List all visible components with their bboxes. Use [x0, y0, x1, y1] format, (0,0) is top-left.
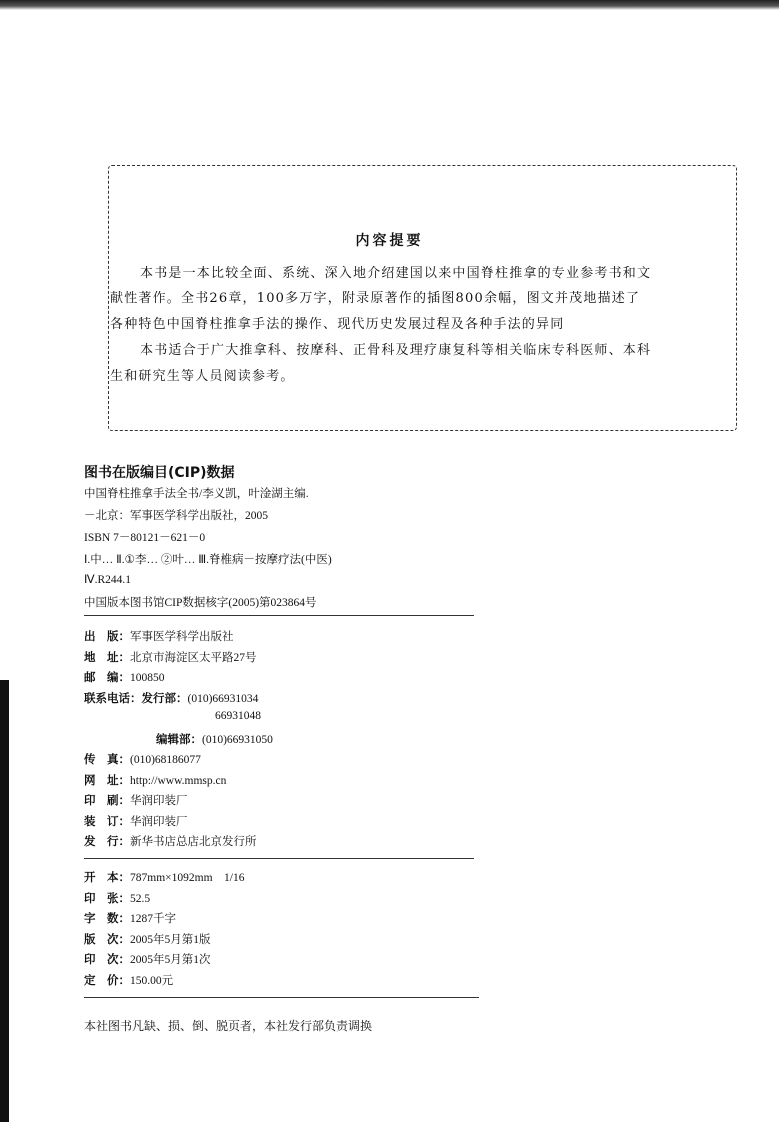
summary-line: 本书是一本比较全面、系统、深入地介绍建国以来中国脊柱推拿的专业参考书和文	[140, 266, 652, 281]
cip-line: Ⅳ.R244.1	[84, 574, 132, 586]
colophon-row	[84, 890, 150, 906]
colophon-row	[84, 833, 257, 849]
divider	[84, 997, 479, 998]
colophon-label: 定 价：	[84, 974, 130, 987]
summary-line: 生和研究生等人员阅读参考。	[110, 369, 295, 384]
summary-line: 本书适合于广大推拿科、按摩科、正骨科及理疗康复科等相关临床专科医师、本科	[140, 343, 652, 358]
colophon-label: 开 本：	[84, 872, 130, 884]
colophon-row	[84, 951, 211, 967]
colophon-row	[156, 731, 273, 747]
colophon-label: 联系电话：发行部：	[84, 692, 188, 705]
colophon-row	[84, 649, 257, 665]
colophon-label: 印 张：	[84, 892, 130, 905]
colophon-row	[84, 772, 226, 788]
colophon-row	[84, 690, 258, 706]
colophon-value: 150.00元	[130, 974, 174, 987]
scan-top-edge	[0, 0, 779, 10]
colophon-row	[84, 628, 234, 644]
colophon-label: 地 址：	[84, 651, 130, 664]
colophon-label: 印 刷：	[84, 795, 130, 807]
colophon-value: (010)68186077	[130, 754, 201, 766]
colophon-value: 66931048	[215, 710, 261, 722]
colophon-value: http://www.mmsp.cn	[130, 774, 227, 787]
colophon-row	[215, 710, 261, 722]
colophon-row	[84, 910, 176, 926]
cip-line: －北京：军事医学科学出版社，2005	[84, 510, 268, 522]
colophon-label: 字 数：	[84, 913, 130, 925]
summary-title: 内容提要	[355, 233, 424, 249]
colophon-row	[84, 751, 201, 767]
colophon-label: 邮 编：	[84, 672, 130, 684]
colophon-value: (010)66931050	[202, 733, 273, 746]
colophon-label: 印 次：	[84, 954, 130, 966]
scan-left-edge	[0, 680, 9, 1122]
colophon-row	[84, 813, 188, 829]
cip-heading: 图书在版编目(CIP)数据	[84, 465, 235, 481]
colophon-row	[84, 792, 188, 808]
cip-line: ISBN 7－80121－621－0	[84, 532, 206, 544]
colophon-row	[84, 931, 211, 947]
colophon-value: 华润印装厂	[130, 795, 188, 807]
summary-line: 献性著作。全书26章，100多万字，附录原著作的插图800余幅，图文并茂地描述了	[110, 291, 641, 306]
colophon-label: 传 真：	[84, 754, 130, 766]
colophon-value: 787mm×1092mm 1/16	[130, 872, 245, 884]
colophon-row	[84, 972, 173, 988]
cip-line: Ⅰ.中… Ⅱ.①李… ②叶… Ⅲ.脊椎病－按摩疗法(中医)	[84, 554, 332, 566]
notice: 本社图书凡缺、损、倒、脱页者，本社发行部负责调换	[84, 1019, 373, 1033]
colophon-value: 2005年5月第1次	[130, 954, 211, 966]
colophon-value: 军事医学科学出版社	[130, 631, 234, 643]
colophon-row	[84, 669, 165, 685]
colophon-value: 2005年5月第1版	[130, 933, 211, 946]
divider	[84, 615, 474, 616]
colophon-value: 新华书店总店北京发行所	[130, 836, 257, 848]
divider	[84, 858, 474, 859]
cip-line: 中国版本图书馆CIP数据核字(2005)第023864号	[84, 597, 317, 609]
colophon-value: (010)66931034	[187, 692, 259, 705]
colophon-label: 编辑部：	[156, 733, 202, 746]
colophon-row	[84, 869, 244, 885]
summary-line: 各种特色中国脊柱推拿手法的操作、现代历史发展过程及各种手法的异同	[110, 317, 565, 332]
colophon-value: 1287千字	[130, 913, 176, 925]
cip-line: 中国脊柱推拿手法全书/李义凯，叶淦湖主编.	[84, 488, 309, 500]
colophon-label: 版 次：	[84, 933, 130, 946]
colophon-label: 网 址：	[84, 774, 130, 787]
colophon-label: 出 版：	[84, 631, 130, 643]
colophon-value: 华润印装厂	[130, 815, 188, 828]
colophon-label: 装 订：	[84, 815, 130, 828]
colophon-label: 发 行：	[84, 836, 130, 848]
colophon-value: 北京市海淀区太平路27号	[130, 651, 257, 664]
colophon-value: 100850	[130, 672, 165, 684]
colophon-value: 52.5	[130, 892, 151, 905]
